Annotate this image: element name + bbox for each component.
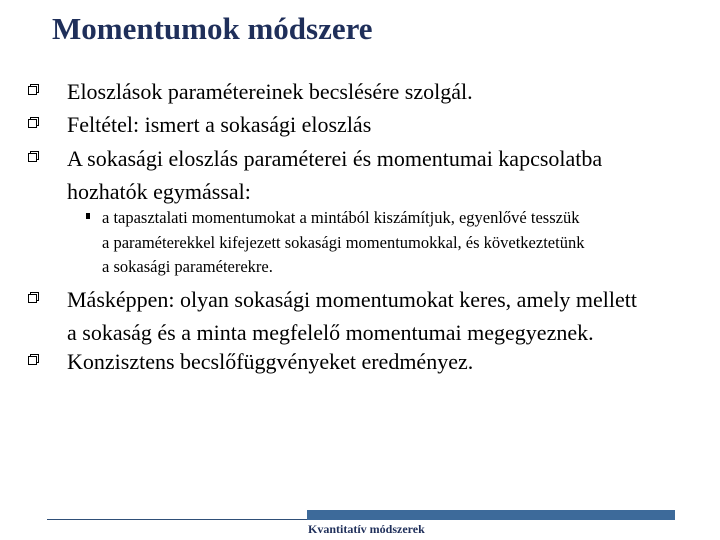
bullet-text [67,108,707,141]
footer-label: Kvantitatív módszerek [308,522,425,536]
hollow-square-bullet-icon [28,151,39,162]
bullet-text [67,142,707,208]
small-square-bullet-icon [86,213,90,219]
hollow-square-bullet-icon [28,117,39,128]
bullet-line: a sokaság és a minta megfelelő momentumai megegyeznek. [67,320,594,345]
footer-divider-line [47,519,307,520]
hollow-square-bullet-icon [28,354,39,365]
sub-bullet-line: a tapasztalati momentumokat a mintából kiszámítjuk, egyenlővé tesszük [102,208,580,227]
sub-bullet-line: a sokasági paraméterekre. [102,257,273,276]
bullet-line: A sokasági eloszlás paraméterei és momentumai kapcsolatba [67,146,603,171]
bullet-line: hozhatók egymással: [67,179,251,204]
bullet-line: Eloszlások paramétereinek becslésére szolgál. [67,79,473,104]
hollow-square-bullet-icon [28,84,39,95]
bullet-text [67,345,707,378]
sub-bullet-text [102,206,702,280]
sub-bullet-line: a paraméterekkel kifejezett sokasági momentumokkal, és következtetünk [102,232,585,252]
slide-title: Momentumok módszere [52,11,373,46]
bullet-line: Feltétel: ismert a sokasági eloszlás [67,112,372,137]
bullet-line: Másképpen: olyan sokasági momentumokat keres, amely mellett [67,287,638,312]
bullet-text [67,75,707,108]
hollow-square-bullet-icon [28,292,39,303]
bullet-line: Konzisztens becslőfüggvényeket eredményez. [67,349,474,374]
footer-accent-bar [307,510,675,520]
bullet-text [67,283,707,349]
